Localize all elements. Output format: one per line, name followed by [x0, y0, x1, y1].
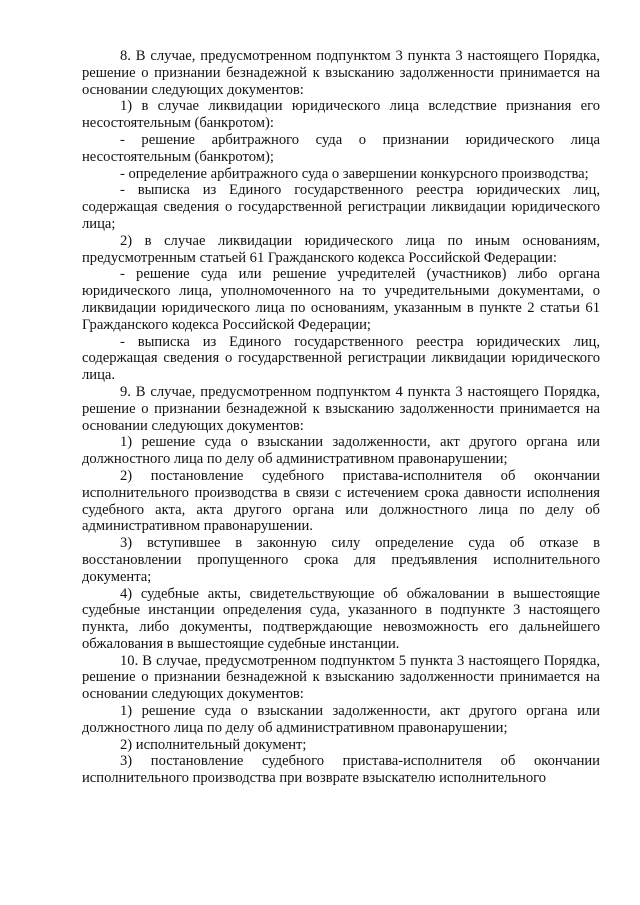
item-10-1: 1) решение суда о взыскании задолженности, акт другого органа или должностного лица по делу об административном правонарушении; — [82, 703, 600, 736]
item-8-2-b: - выписка из Единого государственного реестра юридических лиц, содержащая сведения о государственной регистрации ликвидации юридического лица. — [82, 333, 600, 384]
paragraph-10-intro: 10. В случае, предусмотренном подпунктом 5 пункта 3 настоящего Порядка, решение о признании безнадежной к взысканию задолженности принимается на основании следующих документов: — [82, 652, 600, 703]
item-10-3: 3) постановление судебного пристава-исполнителя об окончании исполнительного производства при возврате взыскателю исполнительного — [82, 753, 600, 787]
item-8-1-c: - выписка из Единого государственного реестра юридических лиц, содержащая сведения о государственной регистрации ликвидации юридического лица; — [82, 182, 600, 232]
item-8-2-a: - решение суда или решение учредителей (участников) либо органа юридического лица, уполномоченного на то учредительными документами, о ликвидации юридического лица по основаниям, указанным в пункте 2 статьи 61 Гражданского кодекса Российской Федерации; — [82, 266, 600, 333]
item-9-4: 4) судебные акты, свидетельствующие об обжаловании в вышестоящие судебные инстанции определения суда, указанного в подпункте 3 настоящего пункта, либо документы, подтверждающие невозможность его дальнейшего обжалования в вышестоящие судебные инстанции. — [82, 585, 600, 652]
paragraph-9-intro: 9. В случае, предусмотренном подпунктом 4 пункта 3 настоящего Порядка, решение о признании безнадежной к взысканию задолженности принимается на основании следующих документов: — [82, 383, 600, 434]
item-8-1-a: - решение арбитражного суда о признании юридического лица несостоятельным (банкротом); — [82, 131, 600, 165]
paragraph-8-intro: 8. В случае, предусмотренном подпунктом 3 пункта 3 настоящего Порядка, решение о признании безнадежной к взысканию задолженности принимается на основании следующих документов: — [82, 48, 600, 98]
item-8-1-b: - определение арбитражного суда о завершении конкурсного производства; — [120, 165, 589, 182]
item-9-3: 3) вступившее в законную силу определение суда об отказе в восстановлении пропущенного срока для предъявления исполнительного документа; — [82, 535, 600, 585]
item-9-1: 1) решение суда о взыскании задолженности, акт другого органа или должностного лица по делу об административном правонарушении; — [82, 434, 600, 468]
item-8-1: 1) в случае ликвидации юридического лица вследствие признания его несостоятельным (банкротом): — [82, 98, 600, 132]
item-9-2: 2) постановление судебного пристава-исполнителя об окончании исполнительного производства в связи с истечением срока давности исполнения судебного акта, акта другого органа или должностного лица по делу об административном правонарушении. — [82, 467, 600, 535]
item-10-2: 2) исполнительный документ; — [120, 736, 307, 753]
item-8-2: 2) в случае ликвидации юридического лица по иным основаниям, предусмотренным статьей 61 Гражданского кодекса Российской Федерации: — [82, 232, 600, 266]
document-body — [82, 48, 600, 787]
